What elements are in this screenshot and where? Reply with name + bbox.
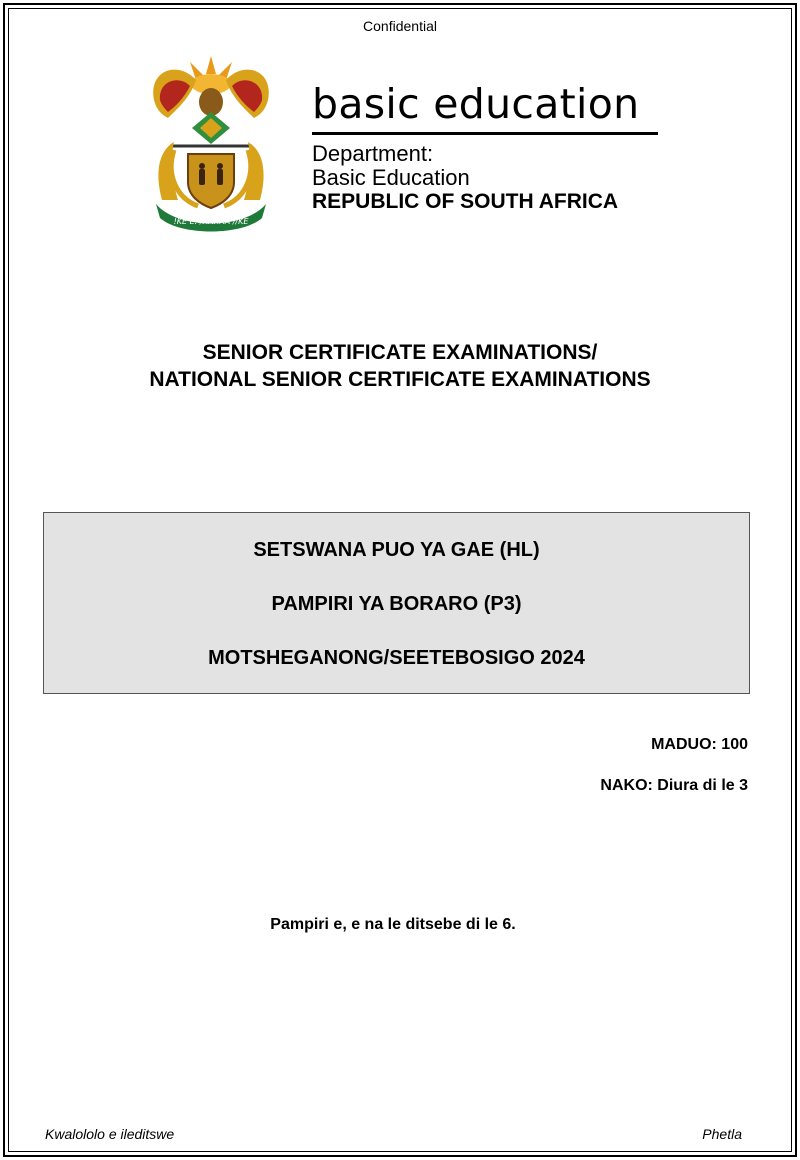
- pages-note: Pampiri e, e na le ditsebe di le 6.: [270, 916, 516, 933]
- exam-heading-line2: NATIONAL SENIOR CERTIFICATE EXAMINATIONS: [149, 368, 651, 391]
- footer-copyright: Kwalololo e ileditswe: [45, 1126, 175, 1142]
- marks-label: MADUO: 100: [651, 736, 748, 753]
- brand-title: basic education: [312, 80, 640, 128]
- exam-heading: [0, 339, 800, 393]
- coat-motto: !KE E: /XARRA //KE: [173, 217, 249, 226]
- coat-of-arms-icon: [138, 50, 284, 232]
- time-label: NAKO: Diura di le 3: [600, 777, 748, 794]
- brand-country: REPUBLIC OF SOUTH AFRICA: [312, 190, 619, 213]
- department-branding: [312, 80, 662, 214]
- brand-divider: [312, 132, 658, 135]
- brand-department-label: Department:: [312, 141, 434, 166]
- exam-heading-line1: SENIOR CERTIFICATE EXAMINATIONS/: [202, 341, 598, 364]
- subject-session: MOTSHEGANONG/SEETEBOSIGO 2024: [208, 647, 585, 669]
- confidential-label: Confidential: [363, 18, 437, 34]
- brand-department-name: Basic Education: [312, 165, 470, 190]
- subject-box: [43, 512, 750, 694]
- subject-name: SETSWANA PUO YA GAE (HL): [253, 539, 540, 561]
- subject-paper: PAMPIRI YA BORARO (P3): [271, 593, 522, 615]
- footer-turn-over: Phetla: [702, 1126, 742, 1142]
